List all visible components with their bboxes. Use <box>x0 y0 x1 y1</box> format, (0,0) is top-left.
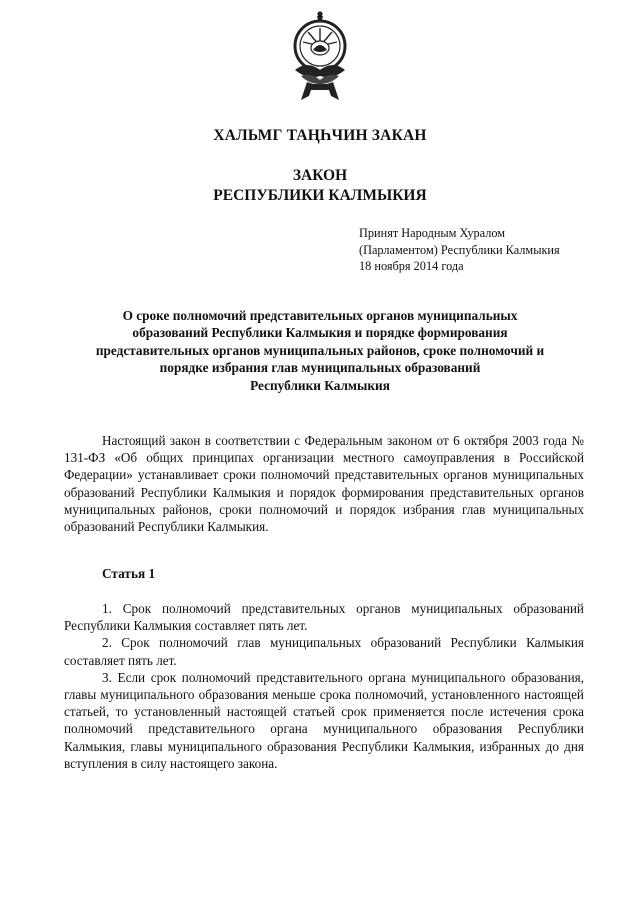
law-title-line-1: О сроке полномочий представительных органов муниципальных <box>122 308 518 323</box>
document-title <box>0 166 640 206</box>
law-title-line-4: порядке избрания глав муниципальных образований <box>159 360 481 376</box>
adoption-line-1: Принят Народным Хуралом <box>359 226 506 240</box>
document-title-line-2: РЕСПУБЛИКИ КАЛМЫКИЯ <box>213 187 427 204</box>
adoption-note <box>359 225 560 275</box>
preamble-paragraph: Настоящий закон в соответствии с Федеральным законом от 6 октября 2003 года № 131-ФЗ «Об общих принципах организации местного самоуправления в Российской Федерации» устанавливает сроки полномочий представительных органов муниципальных образований Республики Калмыкия и порядок формирования представительных органов муниципальных районов, сроки полномочий и порядок избрания глав муниципальных образований Республики Калмыкия. <box>64 433 584 535</box>
article-1-paragraph-1: 1. Срок полномочий представительных органов муниципальных образований Республики Калмыкия составляет пять лет. <box>64 601 584 634</box>
article-1-paragraph-2: 2. Срок полномочий глав муниципальных образований Республики Калмыкия составляет пять лет. <box>64 635 584 668</box>
document-title-line-1: ЗАКОН <box>292 167 348 184</box>
adoption-line-2: (Парламентом) Республики Калмыкия <box>359 242 560 257</box>
article-1-paragraph-3: 3. Если срок полномочий представительного органа муниципального образования, главы муниципального образования меньше срока полномочий, установленного настоящей статьей, то установленный настоящей статьей срок применяется после истечения срока полномочий представительного органа муниципального образования Республики Калмыкия, главы муниципального образования Республики Калмыкия, избранных до дня вступления в силу настоящего закона. <box>64 669 584 771</box>
law-title-line-3: представительных органов муниципальных районов, сроке полномочий и <box>95 342 545 358</box>
article-1-body <box>64 600 584 772</box>
law-title-line-5: Республики Калмыкия <box>250 377 390 393</box>
law-title <box>55 307 585 394</box>
article-1-heading: Статья 1 <box>102 566 156 581</box>
kalmykia-coat-of-arms-icon <box>287 10 353 102</box>
adoption-date: 18 ноября 2014 года <box>359 259 464 273</box>
law-title-line-2: образований Республики Калмыкия и порядке формирования <box>132 325 508 341</box>
document-title-kalmyk: ХАЛЬМГ ТАҢҺЧИН ЗАКАН <box>213 127 427 144</box>
preamble <box>64 432 584 535</box>
